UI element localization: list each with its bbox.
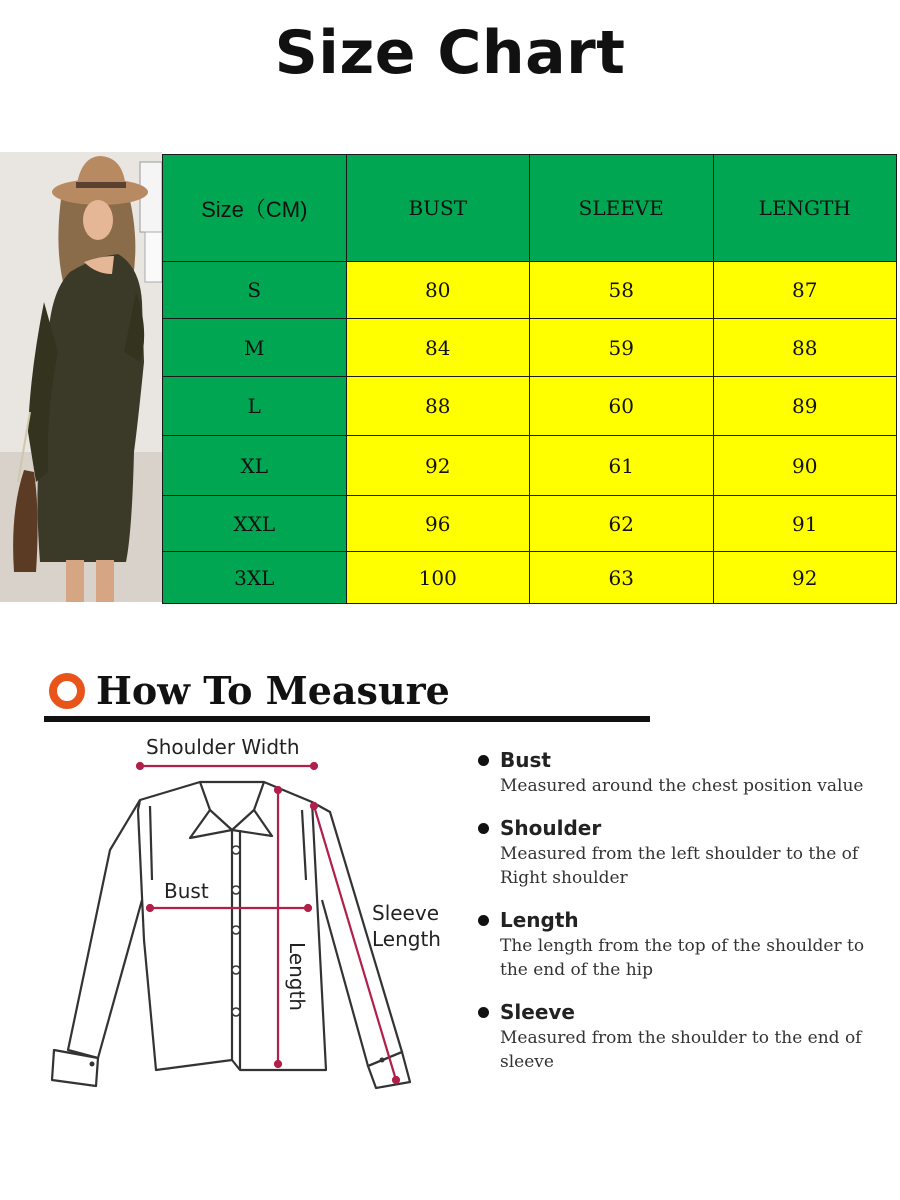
size-table-header-row <box>163 155 897 262</box>
measure-header <box>48 668 450 713</box>
definition-bust <box>476 746 876 798</box>
table-row <box>163 496 897 552</box>
length-cell: 90 <box>713 436 897 496</box>
table-row <box>163 377 897 436</box>
size-cell: S <box>163 262 347 319</box>
term-length: Length <box>476 906 876 934</box>
measure-title: How To Measure <box>96 668 450 713</box>
definition-shoulder <box>476 814 876 890</box>
bust-cell: 84 <box>346 319 530 377</box>
header-length: LENGTH <box>713 155 897 262</box>
header-size: Size（CM) <box>163 155 347 262</box>
label-bust: Bust <box>164 879 209 903</box>
size-table <box>162 154 897 604</box>
length-cell: 92 <box>713 552 897 604</box>
bust-cell: 92 <box>346 436 530 496</box>
sleeve-cell: 63 <box>530 552 714 604</box>
size-cell: 3XL <box>163 552 347 604</box>
bust-cell: 100 <box>346 552 530 604</box>
definition-length <box>476 906 876 982</box>
desc-bust: Measured around the chest position value <box>500 776 864 796</box>
model-photo <box>0 152 162 602</box>
desc-sleeve: Measured from the shoulder to the end of sleeve <box>500 1028 862 1072</box>
ring-icon <box>48 672 86 710</box>
bust-cell: 96 <box>346 496 530 552</box>
header-sleeve: SLEEVE <box>530 155 714 262</box>
table-row <box>163 319 897 377</box>
term-shoulder: Shoulder <box>476 814 876 842</box>
label-sleeve-length: Length <box>372 927 441 951</box>
length-cell: 89 <box>713 377 897 436</box>
term-sleeve: Sleeve <box>476 998 876 1026</box>
desc-shoulder: Measured from the left shoulder to the of Right shoulder <box>500 844 859 888</box>
header-bust: BUST <box>346 155 530 262</box>
sleeve-cell: 62 <box>530 496 714 552</box>
size-cell: M <box>163 319 347 377</box>
sleeve-cell: 60 <box>530 377 714 436</box>
desc-length: The length from the top of the shoulder to the end of the hip <box>500 936 865 980</box>
sleeve-cell: 61 <box>530 436 714 496</box>
sleeve-cell: 58 <box>530 262 714 319</box>
label-shoulder-width: Shoulder Width <box>146 735 300 759</box>
shirt-diagram <box>40 730 460 1100</box>
table-row <box>163 552 897 604</box>
term-bust: Bust <box>476 746 876 774</box>
measurement-definitions <box>476 746 876 1090</box>
sleeve-cell: 59 <box>530 319 714 377</box>
table-row <box>163 262 897 319</box>
bust-cell: 88 <box>346 377 530 436</box>
length-cell: 91 <box>713 496 897 552</box>
page-title: Size Chart <box>274 18 626 88</box>
length-cell: 88 <box>713 319 897 377</box>
size-cell: XXL <box>163 496 347 552</box>
definition-sleeve <box>476 998 876 1074</box>
size-cell: XL <box>163 436 347 496</box>
label-length: Length <box>285 942 309 1011</box>
size-cell: L <box>163 377 347 436</box>
table-row <box>163 436 897 496</box>
divider <box>44 716 650 722</box>
label-sleeve: Sleeve <box>372 901 440 925</box>
bust-cell: 80 <box>346 262 530 319</box>
length-cell: 87 <box>713 262 897 319</box>
